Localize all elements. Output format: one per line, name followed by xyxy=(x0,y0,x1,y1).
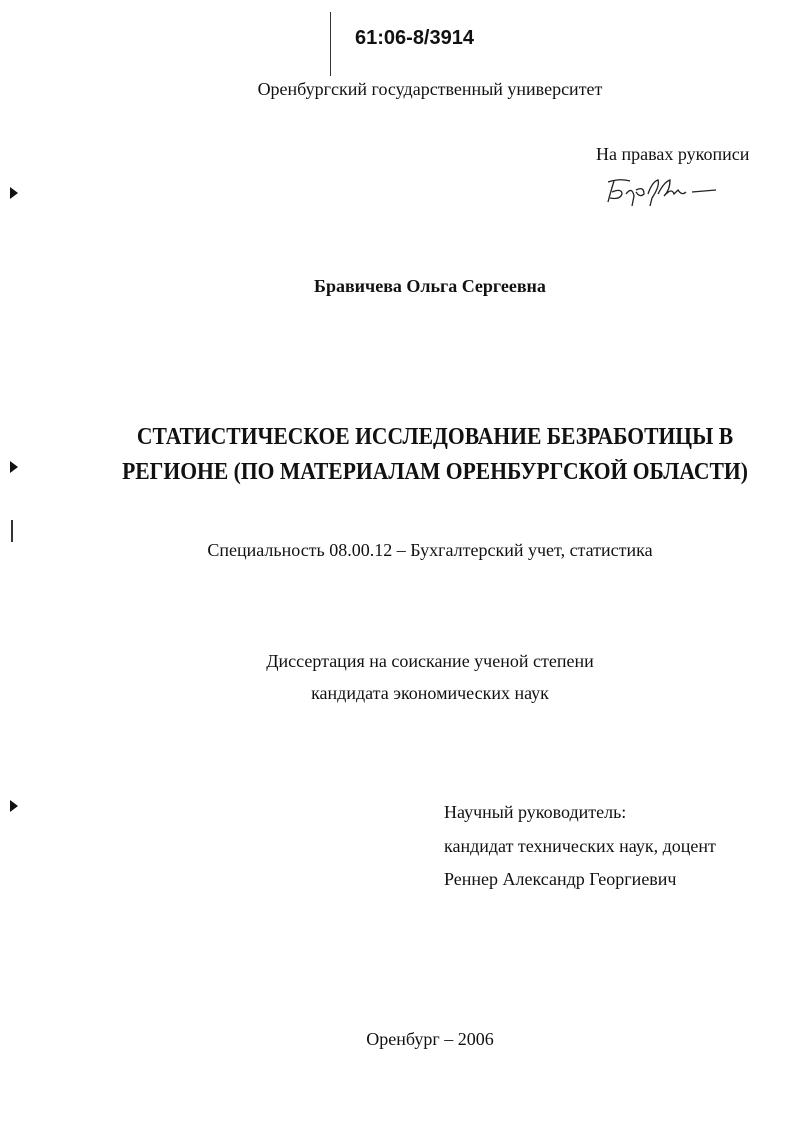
margin-mark xyxy=(10,187,18,199)
degree-line-2: кандидата экономических наук xyxy=(311,683,549,703)
institution: Оренбургский государственный университет xyxy=(257,79,603,99)
binding-line xyxy=(330,12,331,76)
rights-note: На правах рукописи xyxy=(596,144,750,164)
supervisor-name: Реннер Александр Георгиевич xyxy=(444,869,677,889)
supervisor-label: Научный руководитель: xyxy=(444,802,627,822)
specialty: Специальность 08.00.12 – Бухгалтерский учет, статистика xyxy=(207,540,653,560)
margin-mark xyxy=(10,800,18,812)
dissertation-title-line-1: СТАТИСТИЧЕСКОЕ ИССЛЕДОВАНИЕ БЕЗРАБОТИЦЫ В xyxy=(136,424,734,450)
catalog-number: 61:06-8/3914 xyxy=(355,27,474,49)
margin-mark xyxy=(10,461,18,473)
degree-line-1: Диссертация на соискание ученой степени xyxy=(266,651,594,671)
place-year: Оренбург – 2006 xyxy=(366,1029,494,1049)
author-name: Бравичева Ольга Сергеевна xyxy=(314,276,546,296)
dissertation-title-line-2: РЕГИОНЕ (ПО МАТЕРИАЛАМ ОРЕНБУРГСКОЙ ОБЛАСТИ) xyxy=(122,459,748,485)
signature xyxy=(600,176,725,208)
margin-line xyxy=(11,520,13,542)
supervisor-rank: кандидат технических наук, доцент xyxy=(444,836,716,856)
